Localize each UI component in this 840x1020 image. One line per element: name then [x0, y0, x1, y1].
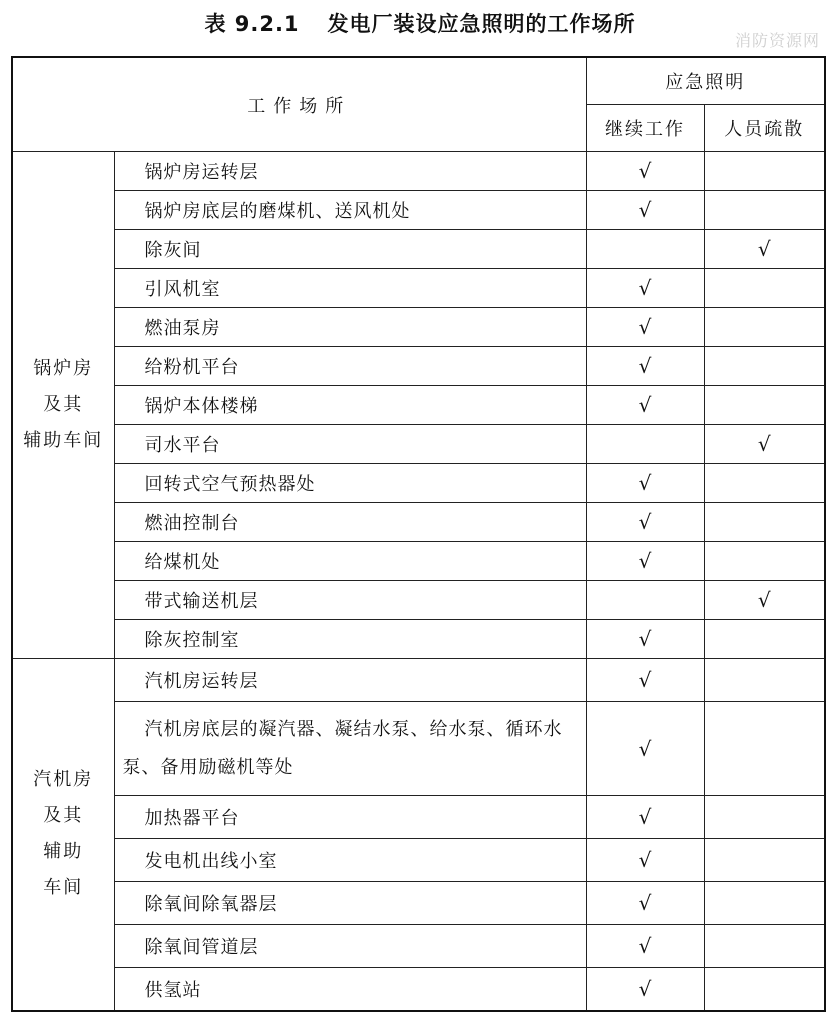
check-mark-icon: √ [638, 891, 652, 915]
continue-work-cell [586, 386, 704, 425]
place-cell: 汽机房底层的凝汽器、凝结水泵、给水泵、循环水泵、备用励磁机等处 [114, 702, 586, 796]
evacuation-cell [704, 925, 825, 968]
place-cell: 除氧间管道层 [114, 925, 586, 968]
continue-work-cell [586, 464, 704, 503]
group-label-line: 车间 [43, 877, 84, 899]
table-row [12, 464, 825, 503]
table-row [12, 386, 825, 425]
continue-work-cell [586, 308, 704, 347]
table-row [12, 882, 825, 925]
evacuation-cell [704, 796, 825, 839]
group-label-line: 及其 [43, 805, 84, 827]
evacuation-cell [704, 230, 825, 269]
place-cell: 司水平台 [114, 425, 586, 464]
table-row [12, 968, 825, 1011]
table-row [12, 659, 825, 702]
place-cell: 发电机出线小室 [114, 839, 586, 882]
place-cell: 除氧间除氧器层 [114, 882, 586, 925]
header-continue-work: 继续工作 [586, 105, 704, 152]
table-row [12, 839, 825, 882]
continue-work-cell [586, 882, 704, 925]
emergency-lighting-table [11, 56, 826, 1012]
place-cell: 带式输送机层 [114, 581, 586, 620]
place-cell: 给粉机平台 [114, 347, 586, 386]
table-row [12, 308, 825, 347]
continue-work-cell [586, 347, 704, 386]
place-cell: 锅炉房底层的磨煤机、送风机处 [114, 191, 586, 230]
table-row [12, 347, 825, 386]
check-mark-icon: √ [638, 976, 652, 1001]
table-caption: 发电厂装设应急照明的工作场所 [327, 12, 636, 36]
header-place: 工作场所 [12, 57, 586, 152]
table-row [12, 925, 825, 968]
table-row [12, 581, 825, 620]
evacuation-cell [704, 152, 825, 191]
table-row [12, 702, 825, 796]
group-label-line: 及其 [43, 394, 84, 415]
check-mark-icon: √ [757, 237, 771, 261]
continue-work-cell [586, 839, 704, 882]
check-mark-icon: √ [638, 159, 652, 183]
continue-work-cell [586, 796, 704, 839]
continue-work-cell [586, 581, 704, 620]
check-mark-icon: √ [638, 393, 652, 417]
check-mark-icon: √ [638, 471, 652, 495]
table-row [12, 230, 825, 269]
place-cell: 回转式空气预热器处 [114, 464, 586, 503]
check-mark-icon: √ [757, 588, 771, 612]
group-label-line: 锅炉房 [33, 358, 94, 379]
place-cell: 供氢站 [114, 968, 586, 1011]
evacuation-cell [704, 968, 825, 1011]
continue-work-cell [586, 425, 704, 464]
continue-work-cell [586, 191, 704, 230]
header-evacuation: 人员疏散 [704, 105, 825, 152]
place-cell: 锅炉房运转层 [114, 152, 586, 191]
table-row [12, 269, 825, 308]
header-emergency-lighting: 应急照明 [586, 57, 825, 105]
continue-work-cell [586, 702, 704, 796]
evacuation-cell [704, 308, 825, 347]
watermark: 消防资源网 [734, 31, 820, 50]
place-cell: 燃油控制台 [114, 503, 586, 542]
table-row [12, 620, 825, 659]
place-cell: 锅炉本体楼梯 [114, 386, 586, 425]
check-mark-icon: √ [638, 805, 652, 829]
group-label [12, 152, 114, 659]
evacuation-cell [704, 581, 825, 620]
evacuation-cell [704, 620, 825, 659]
check-mark-icon: √ [757, 432, 771, 456]
table-row [12, 425, 825, 464]
table-row [12, 503, 825, 542]
place-cell: 汽机房运转层 [114, 659, 586, 702]
continue-work-cell [586, 659, 704, 702]
continue-work-cell [586, 503, 704, 542]
continue-work-cell [586, 152, 704, 191]
table-row [12, 191, 825, 230]
evacuation-cell [704, 347, 825, 386]
evacuation-cell [704, 503, 825, 542]
evacuation-cell [704, 386, 825, 425]
group-label-line: 汽机房 [33, 769, 94, 791]
evacuation-cell [704, 882, 825, 925]
check-mark-icon: √ [638, 276, 652, 300]
place-cell: 给煤机处 [114, 542, 586, 581]
continue-work-cell [586, 925, 704, 968]
evacuation-cell [704, 702, 825, 796]
check-mark-icon: √ [638, 510, 652, 534]
check-mark-icon: √ [638, 315, 652, 339]
place-cell: 引风机室 [114, 269, 586, 308]
check-mark-icon: √ [638, 549, 652, 573]
place-cell: 除灰控制室 [114, 620, 586, 659]
place-cell: 除灰间 [114, 230, 586, 269]
table-row [12, 542, 825, 581]
continue-work-cell [586, 230, 704, 269]
group-label-line: 辅助车间 [23, 430, 104, 451]
check-mark-icon: √ [638, 848, 652, 872]
table-number: 表 9.2.1 [204, 12, 300, 36]
evacuation-cell [704, 425, 825, 464]
continue-work-cell [586, 542, 704, 581]
table-title [0, 8, 840, 38]
group-label [12, 659, 114, 1011]
check-mark-icon: √ [638, 198, 652, 222]
continue-work-cell [586, 620, 704, 659]
table-row [12, 152, 825, 191]
evacuation-cell [704, 191, 825, 230]
check-mark-icon: √ [638, 668, 652, 692]
place-cell: 加热器平台 [114, 796, 586, 839]
check-mark-icon: √ [638, 627, 652, 651]
continue-work-cell [586, 968, 704, 1011]
evacuation-cell [704, 839, 825, 882]
continue-work-cell [586, 269, 704, 308]
table-row [12, 796, 825, 839]
evacuation-cell [704, 269, 825, 308]
group-label-line: 辅助 [43, 841, 84, 863]
check-mark-icon: √ [638, 934, 652, 958]
evacuation-cell [704, 542, 825, 581]
check-mark-icon: √ [638, 354, 652, 378]
evacuation-cell [704, 464, 825, 503]
check-mark-icon: √ [638, 736, 652, 761]
evacuation-cell [704, 659, 825, 702]
place-cell: 燃油泵房 [114, 308, 586, 347]
